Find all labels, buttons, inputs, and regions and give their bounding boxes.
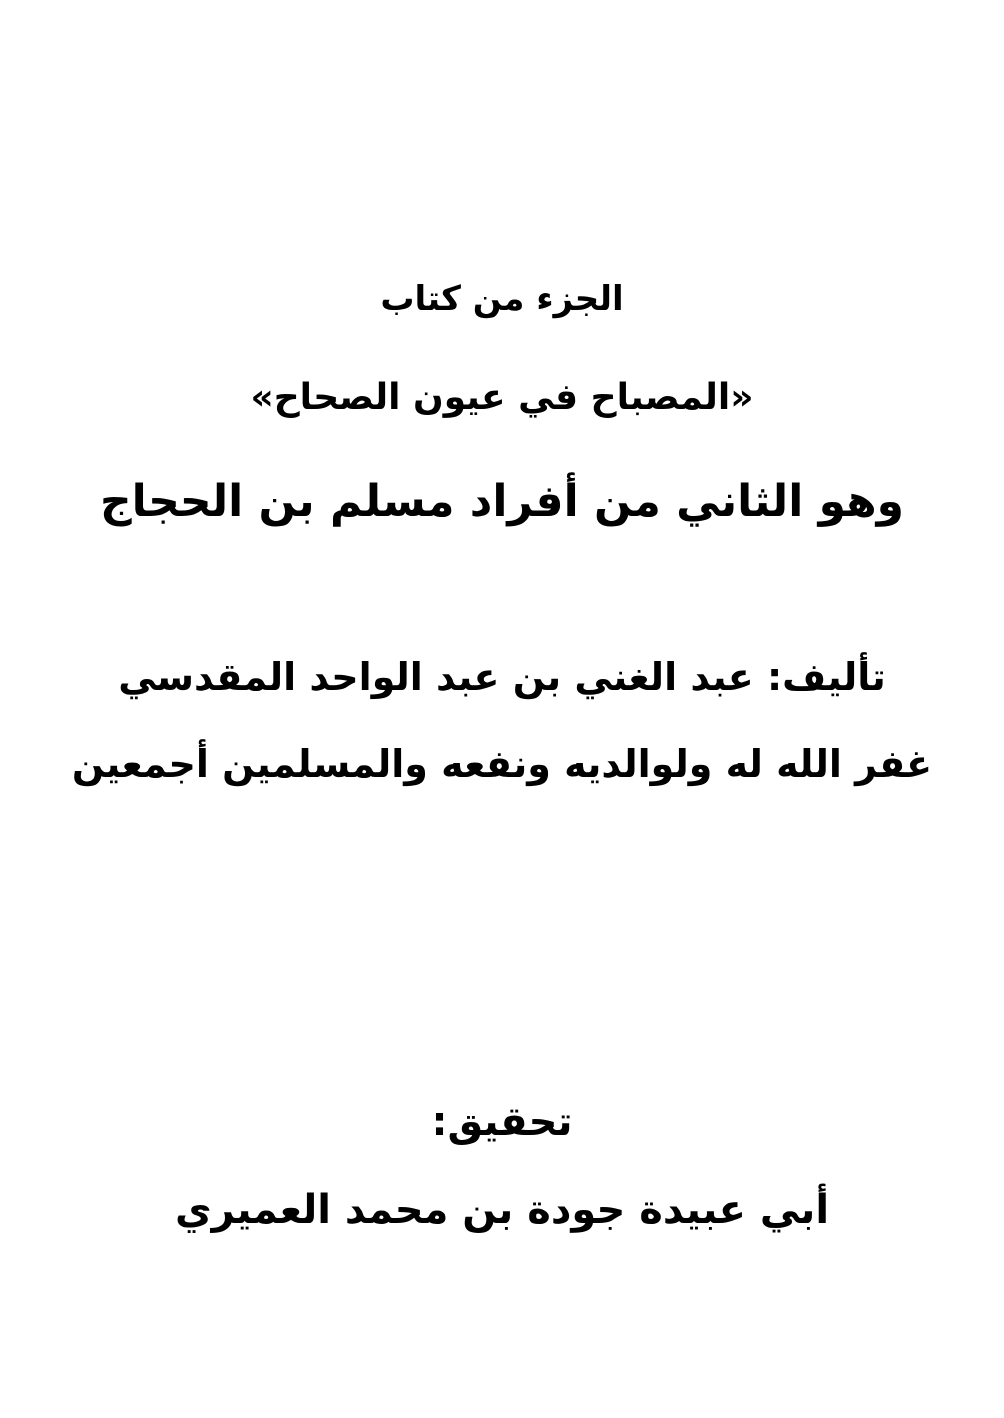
editor-label: تحقيق: <box>431 1099 573 1145</box>
part-of-book-heading: الجزء من كتاب <box>380 279 624 319</box>
book-title: «المصباح في عيون الصحاح» <box>250 377 754 418</box>
editor-name: أبي عبيدة جودة بن محمد العميري <box>174 1187 830 1233</box>
author-line: تأليف: عبد الغني بن عبد الواحد المقدسي <box>118 655 886 699</box>
dua-line: غفر الله له ولوالديه ونفعه والمسلمين أجمعين <box>71 742 933 786</box>
part-description: وهو الثاني من أفراد مسلم بن الحجاج <box>99 476 905 527</box>
